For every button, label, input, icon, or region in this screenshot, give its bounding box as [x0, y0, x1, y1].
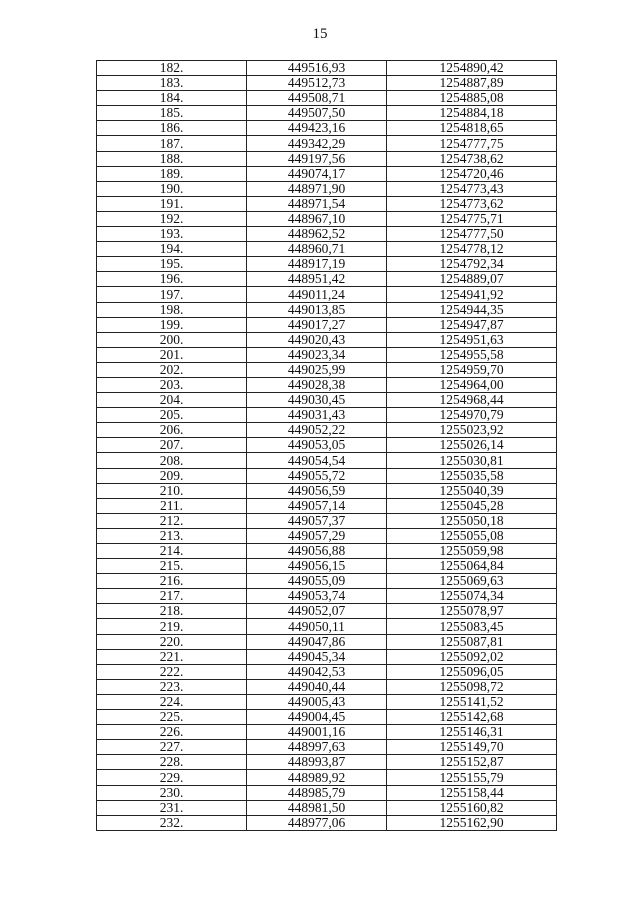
table-row: [97, 664, 557, 679]
table-row: [97, 815, 557, 830]
point-number-cell: 202.: [97, 362, 247, 377]
table-row: [97, 181, 557, 196]
table-row: [97, 710, 557, 725]
table-row: [97, 136, 557, 151]
table-row: [97, 91, 557, 106]
x-coordinate-cell: 449057,29: [247, 528, 387, 543]
table-row: [97, 393, 557, 408]
table-row: [97, 770, 557, 785]
x-coordinate-cell: 449053,74: [247, 589, 387, 604]
x-coordinate-cell: 449045,34: [247, 649, 387, 664]
x-coordinate-cell: 448971,90: [247, 181, 387, 196]
point-number-cell: 183.: [97, 76, 247, 91]
x-coordinate-cell: 449197,56: [247, 151, 387, 166]
x-coordinate-cell: 449013,85: [247, 302, 387, 317]
x-coordinate-cell: 449001,16: [247, 725, 387, 740]
y-coordinate-cell: 1255064,84: [387, 559, 557, 574]
table-row: [97, 106, 557, 121]
y-coordinate-cell: 1254818,65: [387, 121, 557, 136]
y-coordinate-cell: 1254778,12: [387, 242, 557, 257]
y-coordinate-cell: 1255030,81: [387, 453, 557, 468]
y-coordinate-cell: 1254738,62: [387, 151, 557, 166]
y-coordinate-cell: 1255050,18: [387, 513, 557, 528]
y-coordinate-cell: 1254968,44: [387, 393, 557, 408]
y-coordinate-cell: 1255055,08: [387, 528, 557, 543]
x-coordinate-cell: 448917,19: [247, 257, 387, 272]
table-row: [97, 196, 557, 211]
point-number-cell: 198.: [97, 302, 247, 317]
point-number-cell: 200.: [97, 332, 247, 347]
x-coordinate-cell: 448997,63: [247, 740, 387, 755]
table-row: [97, 121, 557, 136]
x-coordinate-cell: 449023,34: [247, 347, 387, 362]
y-coordinate-cell: 1255069,63: [387, 574, 557, 589]
table-row: [97, 544, 557, 559]
table-row: [97, 619, 557, 634]
table-row: [97, 649, 557, 664]
y-coordinate-cell: 1255162,90: [387, 815, 557, 830]
y-coordinate-cell: 1255023,92: [387, 423, 557, 438]
y-coordinate-cell: 1255078,97: [387, 604, 557, 619]
x-coordinate-cell: 449423,16: [247, 121, 387, 136]
y-coordinate-cell: 1255059,98: [387, 544, 557, 559]
y-coordinate-cell: 1255149,70: [387, 740, 557, 755]
y-coordinate-cell: 1255098,72: [387, 679, 557, 694]
x-coordinate-cell: 448967,10: [247, 211, 387, 226]
y-coordinate-cell: 1255096,05: [387, 664, 557, 679]
y-coordinate-cell: 1255074,34: [387, 589, 557, 604]
point-number-cell: 211.: [97, 498, 247, 513]
page-number: 15: [312, 26, 328, 42]
x-coordinate-cell: 449054,54: [247, 453, 387, 468]
table-row: [97, 634, 557, 649]
table-row: [97, 408, 557, 423]
point-number-cell: 187.: [97, 136, 247, 151]
y-coordinate-cell: 1254970,79: [387, 408, 557, 423]
point-number-cell: 206.: [97, 423, 247, 438]
x-coordinate-cell: 448951,42: [247, 272, 387, 287]
y-coordinate-cell: 1255026,14: [387, 438, 557, 453]
y-coordinate-cell: 1254777,50: [387, 227, 557, 242]
table-row: [97, 513, 557, 528]
table-row: [97, 76, 557, 91]
y-coordinate-cell: 1255141,52: [387, 694, 557, 709]
table-row: [97, 272, 557, 287]
point-number-cell: 221.: [97, 649, 247, 664]
x-coordinate-cell: 449042,53: [247, 664, 387, 679]
x-coordinate-cell: 449508,71: [247, 91, 387, 106]
y-coordinate-cell: 1255087,81: [387, 634, 557, 649]
point-number-cell: 204.: [97, 393, 247, 408]
point-number-cell: 214.: [97, 544, 247, 559]
x-coordinate-cell: 449053,05: [247, 438, 387, 453]
table-row: [97, 528, 557, 543]
table-row: [97, 574, 557, 589]
table-row: [97, 800, 557, 815]
x-coordinate-cell: 449056,59: [247, 483, 387, 498]
coordinates-table-body: [97, 61, 557, 831]
point-number-cell: 208.: [97, 453, 247, 468]
table-row: [97, 438, 557, 453]
y-coordinate-cell: 1254885,08: [387, 91, 557, 106]
x-coordinate-cell: 449020,43: [247, 332, 387, 347]
table-row: [97, 725, 557, 740]
y-coordinate-cell: 1255092,02: [387, 649, 557, 664]
y-coordinate-cell: 1254955,58: [387, 347, 557, 362]
point-number-cell: 227.: [97, 740, 247, 755]
y-coordinate-cell: 1254775,71: [387, 211, 557, 226]
point-number-cell: 222.: [97, 664, 247, 679]
y-coordinate-cell: 1254720,46: [387, 166, 557, 181]
table-row: [97, 740, 557, 755]
point-number-cell: 197.: [97, 287, 247, 302]
y-coordinate-cell: 1254773,43: [387, 181, 557, 196]
point-number-cell: 201.: [97, 347, 247, 362]
point-number-cell: 224.: [97, 694, 247, 709]
point-number-cell: 212.: [97, 513, 247, 528]
point-number-cell: 223.: [97, 679, 247, 694]
x-coordinate-cell: 449047,86: [247, 634, 387, 649]
x-coordinate-cell: 449031,43: [247, 408, 387, 423]
x-coordinate-cell: 449050,11: [247, 619, 387, 634]
table-row: [97, 227, 557, 242]
x-coordinate-cell: 449030,45: [247, 393, 387, 408]
x-coordinate-cell: 449005,43: [247, 694, 387, 709]
x-coordinate-cell: 449057,14: [247, 498, 387, 513]
x-coordinate-cell: 449017,27: [247, 317, 387, 332]
table-row: [97, 302, 557, 317]
table-row: [97, 468, 557, 483]
point-number-cell: 196.: [97, 272, 247, 287]
table-row: [97, 377, 557, 392]
table-row: [97, 242, 557, 257]
table-row: [97, 61, 557, 76]
x-coordinate-cell: 448989,92: [247, 770, 387, 785]
point-number-cell: 230.: [97, 785, 247, 800]
table-row: [97, 257, 557, 272]
point-number-cell: 229.: [97, 770, 247, 785]
x-coordinate-cell: 449507,50: [247, 106, 387, 121]
x-coordinate-cell: 449512,73: [247, 76, 387, 91]
point-number-cell: 189.: [97, 166, 247, 181]
point-number-cell: 232.: [97, 815, 247, 830]
point-number-cell: 216.: [97, 574, 247, 589]
point-number-cell: 207.: [97, 438, 247, 453]
y-coordinate-cell: 1255160,82: [387, 800, 557, 815]
y-coordinate-cell: 1254792,34: [387, 257, 557, 272]
y-coordinate-cell: 1254887,89: [387, 76, 557, 91]
x-coordinate-cell: 449055,72: [247, 468, 387, 483]
y-coordinate-cell: 1254773,62: [387, 196, 557, 211]
point-number-cell: 220.: [97, 634, 247, 649]
y-coordinate-cell: 1255035,58: [387, 468, 557, 483]
table-row: [97, 694, 557, 709]
y-coordinate-cell: 1254890,42: [387, 61, 557, 76]
point-number-cell: 215.: [97, 559, 247, 574]
point-number-cell: 203.: [97, 377, 247, 392]
table-row: [97, 498, 557, 513]
x-coordinate-cell: 449052,22: [247, 423, 387, 438]
x-coordinate-cell: 448977,06: [247, 815, 387, 830]
table-row: [97, 151, 557, 166]
point-number-cell: 188.: [97, 151, 247, 166]
table-row: [97, 211, 557, 226]
point-number-cell: 226.: [97, 725, 247, 740]
point-number-cell: 194.: [97, 242, 247, 257]
x-coordinate-cell: 449057,37: [247, 513, 387, 528]
point-number-cell: 205.: [97, 408, 247, 423]
point-number-cell: 228.: [97, 755, 247, 770]
point-number-cell: 184.: [97, 91, 247, 106]
point-number-cell: 219.: [97, 619, 247, 634]
y-coordinate-cell: 1254951,63: [387, 332, 557, 347]
y-coordinate-cell: 1254941,92: [387, 287, 557, 302]
x-coordinate-cell: 448993,87: [247, 755, 387, 770]
y-coordinate-cell: 1254947,87: [387, 317, 557, 332]
point-number-cell: 210.: [97, 483, 247, 498]
table-row: [97, 559, 557, 574]
point-number-cell: 192.: [97, 211, 247, 226]
coordinates-table: [96, 60, 557, 831]
table-row: [97, 347, 557, 362]
x-coordinate-cell: 449055,09: [247, 574, 387, 589]
table-row: [97, 166, 557, 181]
table-row: [97, 453, 557, 468]
y-coordinate-cell: 1255045,28: [387, 498, 557, 513]
table-row: [97, 362, 557, 377]
table-row: [97, 423, 557, 438]
point-number-cell: 225.: [97, 710, 247, 725]
y-coordinate-cell: 1255155,79: [387, 770, 557, 785]
table-row: [97, 287, 557, 302]
table-row: [97, 679, 557, 694]
x-coordinate-cell: 449052,07: [247, 604, 387, 619]
x-coordinate-cell: 449056,88: [247, 544, 387, 559]
y-coordinate-cell: 1255152,87: [387, 755, 557, 770]
x-coordinate-cell: 448985,79: [247, 785, 387, 800]
y-coordinate-cell: 1255083,45: [387, 619, 557, 634]
point-number-cell: 213.: [97, 528, 247, 543]
table-row: [97, 483, 557, 498]
y-coordinate-cell: 1254959,70: [387, 362, 557, 377]
x-coordinate-cell: 449342,29: [247, 136, 387, 151]
y-coordinate-cell: 1254889,07: [387, 272, 557, 287]
y-coordinate-cell: 1255158,44: [387, 785, 557, 800]
y-coordinate-cell: 1254777,75: [387, 136, 557, 151]
point-number-cell: 209.: [97, 468, 247, 483]
point-number-cell: 185.: [97, 106, 247, 121]
x-coordinate-cell: 449074,17: [247, 166, 387, 181]
table-row: [97, 604, 557, 619]
point-number-cell: 195.: [97, 257, 247, 272]
y-coordinate-cell: 1255146,31: [387, 725, 557, 740]
x-coordinate-cell: 449056,15: [247, 559, 387, 574]
table-row: [97, 755, 557, 770]
table-row: [97, 317, 557, 332]
point-number-cell: 199.: [97, 317, 247, 332]
x-coordinate-cell: 449011,24: [247, 287, 387, 302]
y-coordinate-cell: 1254964,00: [387, 377, 557, 392]
point-number-cell: 193.: [97, 227, 247, 242]
x-coordinate-cell: 448971,54: [247, 196, 387, 211]
y-coordinate-cell: 1254884,18: [387, 106, 557, 121]
point-number-cell: 217.: [97, 589, 247, 604]
x-coordinate-cell: 449004,45: [247, 710, 387, 725]
table-row: [97, 589, 557, 604]
point-number-cell: 190.: [97, 181, 247, 196]
y-coordinate-cell: 1255142,68: [387, 710, 557, 725]
point-number-cell: 231.: [97, 800, 247, 815]
x-coordinate-cell: 448981,50: [247, 800, 387, 815]
table-row: [97, 332, 557, 347]
x-coordinate-cell: 449025,99: [247, 362, 387, 377]
x-coordinate-cell: 448962,52: [247, 227, 387, 242]
y-coordinate-cell: 1255040,39: [387, 483, 557, 498]
y-coordinate-cell: 1254944,35: [387, 302, 557, 317]
x-coordinate-cell: 449028,38: [247, 377, 387, 392]
point-number-cell: 191.: [97, 196, 247, 211]
x-coordinate-cell: 449516,93: [247, 61, 387, 76]
x-coordinate-cell: 449040,44: [247, 679, 387, 694]
point-number-cell: 186.: [97, 121, 247, 136]
point-number-cell: 182.: [97, 61, 247, 76]
table-row: [97, 785, 557, 800]
x-coordinate-cell: 448960,71: [247, 242, 387, 257]
point-number-cell: 218.: [97, 604, 247, 619]
